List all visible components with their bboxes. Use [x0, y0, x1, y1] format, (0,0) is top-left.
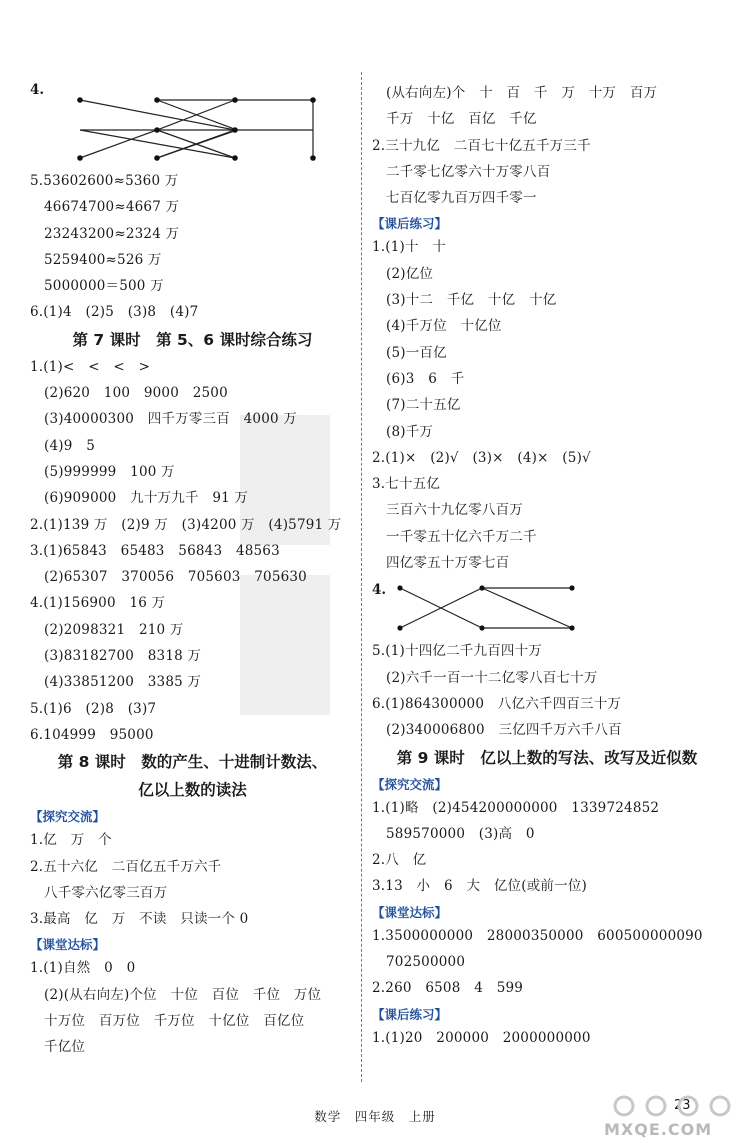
answer-line: 3.最高 亿 万 不读 只读一个 0 — [30, 911, 249, 928]
answer-line: (4)33851200 3385 万 — [44, 674, 202, 691]
answer-line: 589570000 (3)高 0 — [386, 825, 535, 842]
lesson-8-title-line-2: 亿以上数的读法 — [138, 781, 247, 800]
answer-line: (3)83182700 8318 万 — [44, 648, 202, 665]
answer-line: 2.(1)× (2)√ (3)× (4)× (5)√ — [372, 449, 591, 466]
matching-diagram-q4-right — [372, 576, 722, 638]
matching-lines — [30, 80, 330, 168]
answer-line: 七百亿零九百万四千零一 — [386, 190, 537, 207]
answer-line: 5000000＝500 万 — [44, 278, 164, 295]
right-column — [372, 80, 722, 1051]
answer-line: (2)620 100 9000 2500 — [44, 385, 228, 402]
question-number: 4. — [30, 82, 45, 98]
answer-line: 2.八 亿 — [372, 852, 427, 869]
answer-line: 1.(1)自然 0 0 — [30, 960, 136, 977]
answer-line: 5.53602600≈5360 万 — [30, 173, 179, 189]
answer-line: (从右向左)个 十 百 千 万 十万 百万 — [386, 85, 658, 101]
answer-line: (6)909000 九十万九千 91 万 — [44, 490, 249, 507]
lesson-9-title: 第 9 课时 亿以上数的写法、改写及近似数 — [396, 748, 698, 767]
section-tag-tanjiu: 【探究交流】 — [30, 809, 106, 825]
answer-line: 3.七十五亿 — [372, 476, 441, 493]
page-number: 23 — [674, 1098, 691, 1113]
answer-line: 2.(1)139 万 (2)9 万 (3)4200 万 (4)5791 万 — [30, 516, 342, 533]
answer-line: 3.(1)65843 65483 56843 48563 — [30, 542, 280, 559]
answer-line: 702500000 — [386, 954, 466, 971]
answer-line: (2)340006800 三亿四千万六千八百 — [386, 722, 622, 739]
answer-line: 1.亿 万 个 — [30, 832, 112, 849]
answer-line: (2)65307 370056 705603 705630 — [44, 569, 307, 586]
answer-line: 3.13 小 6 大 亿位(或前一位) — [372, 878, 587, 895]
section-tag-ketang: 【课堂达标】 — [30, 937, 106, 953]
answer-line: 1.(1)< < < > — [30, 358, 151, 375]
answer-line: (4)9 5 — [44, 437, 96, 454]
answer-line: (2)(从右向左)个位 十位 百位 千位 万位 — [44, 986, 322, 1003]
answer-line: 5259400≈526 万 — [44, 251, 162, 268]
answer-line: (8)千万 — [386, 423, 434, 440]
answer-line: 4.(1)156900 16 万 — [30, 595, 166, 612]
section-tag-ketang: 【课堂达标】 — [372, 904, 448, 920]
matching-lines — [372, 576, 592, 638]
answer-line: (4)千万位 十亿位 — [386, 318, 502, 335]
answer-line: 四亿零五十万零七百 — [386, 555, 510, 572]
question-number: 4. — [372, 582, 387, 599]
answer-line: (2)六千一百一十二亿零八百七十万 — [386, 669, 598, 686]
answer-line: 2.三十九亿 二百七十亿五千万三千 — [372, 137, 591, 154]
page-footer: 数学 四年级 上册 — [314, 1109, 436, 1124]
answer-line: 1.(1)20 200000 2000000000 — [372, 1029, 591, 1046]
answer-line: (3)十二 千亿 十亿 十亿 — [386, 292, 557, 309]
watermark-text: MXQE.COM — [604, 1120, 713, 1139]
answer-line: 6.104999 95000 — [30, 726, 154, 743]
answer-line: 5.(1)十四亿二千九百四十万 — [372, 643, 543, 660]
answer-line: 三百六十九亿零八百万 — [386, 502, 523, 519]
answer-line: 23243200≈2324 万 — [44, 225, 180, 242]
answer-line: 1.(1)十 十 — [372, 239, 447, 256]
answer-line: 二千零七亿零六十万零八百 — [386, 163, 551, 180]
answer-line: 5.(1)6 (2)8 (3)7 — [30, 700, 157, 717]
answer-line: (7)二十五亿 — [386, 397, 461, 414]
answer-line: (5)999999 100 万 — [44, 463, 175, 480]
answer-line: 6.(1)864300000 八亿六千四百三十万 — [372, 695, 622, 712]
answer-line: (2)2098321 210 万 — [44, 621, 184, 638]
answer-line: 八千零六亿零三百万 — [44, 884, 168, 901]
section-tag-tanjiu: 【探究交流】 — [372, 776, 448, 792]
answer-line: (6)3 6 千 — [386, 370, 465, 387]
lesson-8-title-line-1: 第 8 课时 数的产生、十进制计数法、 — [57, 753, 328, 772]
matching-diagram-q4-left — [30, 80, 355, 168]
section-tag-kehou: 【课后练习】 — [372, 1006, 448, 1022]
answer-line: 1.3500000000 28000350000 600500000090 — [372, 927, 703, 944]
lesson-7-title: 第 7 课时 第 5、6 课时综合练习 — [72, 330, 313, 349]
left-column — [30, 80, 355, 1061]
answer-line: (3)40000300 四千万零三百 4000 万 — [44, 411, 297, 428]
answer-line: 1.(1)略 (2)454200000000 1339724852 — [372, 799, 660, 816]
section-tag-kehou: 【课后练习】 — [372, 216, 448, 232]
answer-line: 2.五十六亿 二百亿五千万六千 — [30, 858, 222, 875]
column-divider — [361, 72, 362, 1082]
answer-line: (2)亿位 — [386, 265, 434, 282]
answer-line: 一千零五十亿六千万二千 — [386, 528, 537, 545]
answer-line: (5)一百亿 — [386, 344, 447, 361]
answer-line: 2.260 6508 4 599 — [372, 980, 524, 997]
answer-line: 十万位 百万位 千万位 十亿位 百亿位 — [44, 1013, 305, 1030]
answer-line: 46674700≈4667 万 — [44, 199, 180, 216]
answer-line: 千亿位 — [44, 1039, 86, 1056]
answer-line: 千万 十亿 百亿 千亿 — [386, 111, 537, 128]
answer-line: 6.(1)4 (2)5 (3)8 (4)7 — [30, 304, 199, 321]
